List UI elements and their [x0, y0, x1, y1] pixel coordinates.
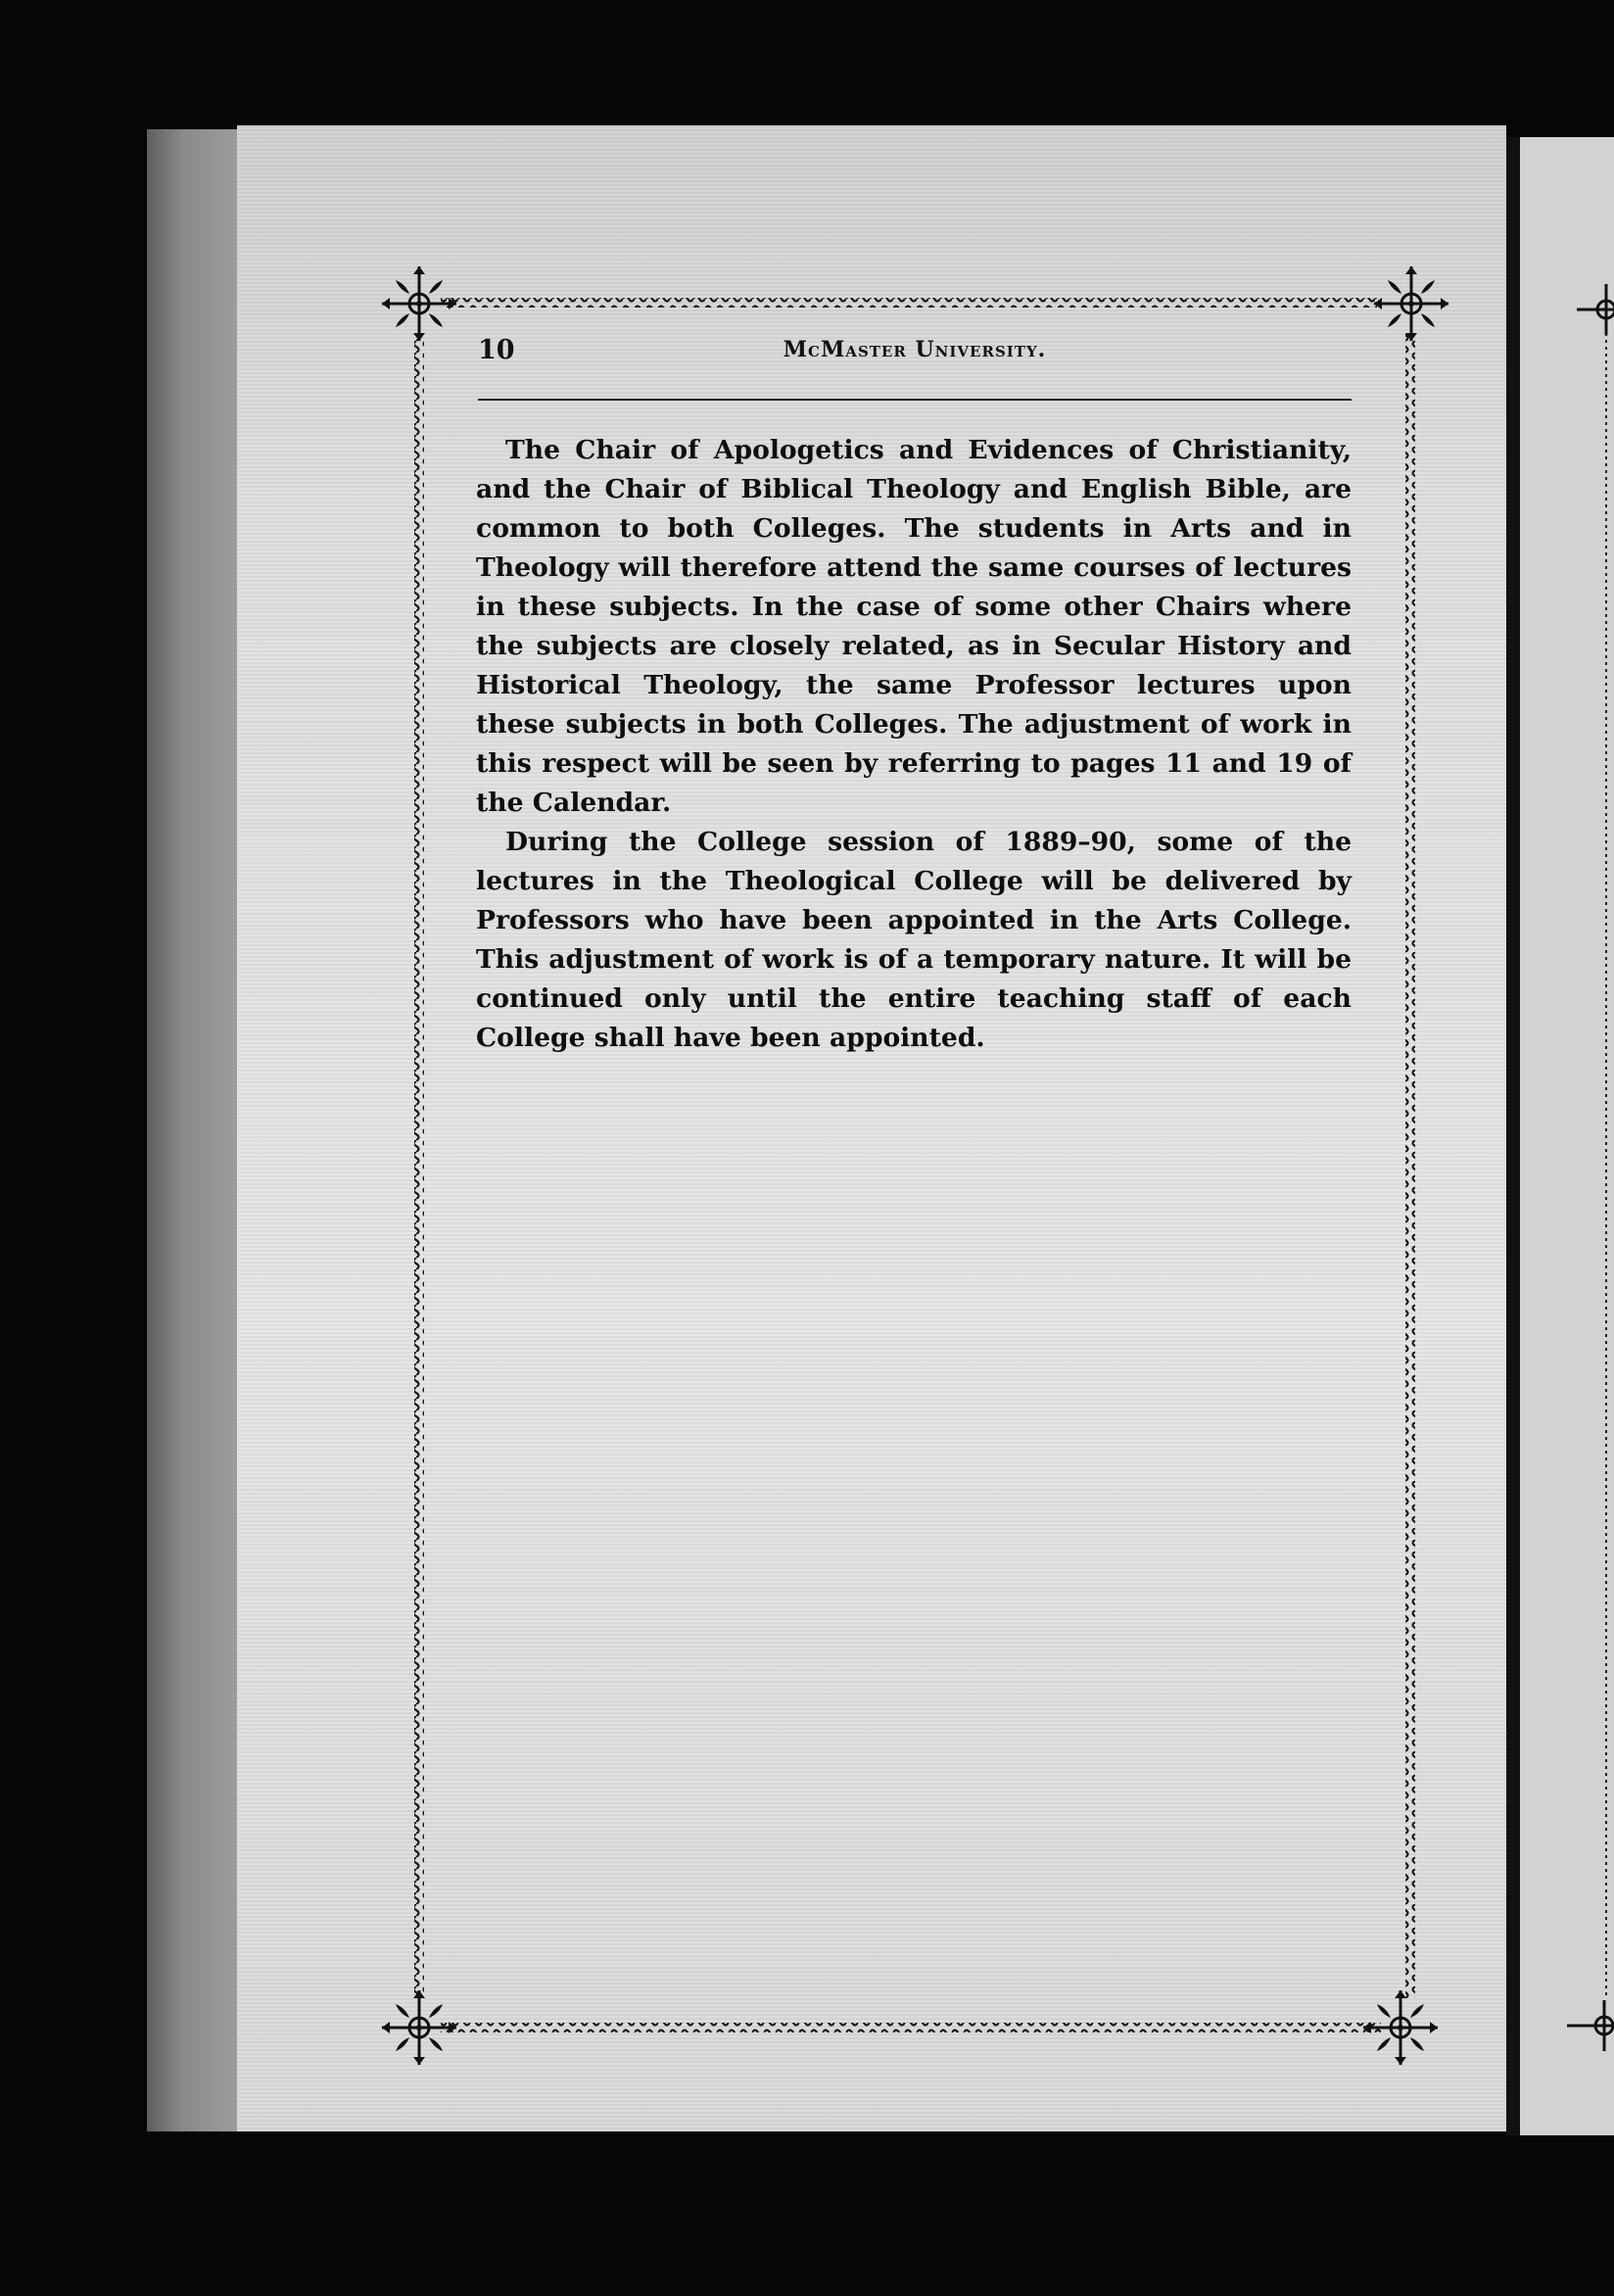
cross-flourish-icon: [382, 266, 456, 341]
border-right: [1405, 333, 1415, 1998]
cross-flourish-icon: [1363, 1990, 1438, 2065]
body-text: [476, 431, 1352, 1058]
border-left: [414, 333, 424, 1998]
paragraph: During the College session of 1889–90, some of the lectures in the Theological College will be delivered by Professors who have been appointed in the Arts College. This adjustment of work is of a temporary nature. It will be continued only until the entire teaching staff of each College shall have been appointed.: [476, 827, 1352, 1053]
cross-flourish-icon: [382, 1990, 456, 2065]
page-number: 10: [478, 335, 515, 365]
running-head-title: McMaster University.: [783, 337, 1047, 362]
running-head: [478, 335, 1352, 374]
next-page-ornament-top: [1577, 284, 1614, 1998]
cross-flourish-icon: [1374, 266, 1448, 341]
next-page-ornament-bottom: [1567, 2000, 1614, 2051]
paragraph: The Chair of Apologetics and Evidences of Christianity, and the Chair of Biblical Theology and English Bible, are common to both Colleges. The students in Arts and in Theology will therefore attend the same courses of lectures in these subjects. In the case of some other Chairs where the subjects are closely related, as in Secular History and Historical Theology, the same Professor lectures upon these subjects in both Colleges. The adjustment of work in this respect will be seen by referring to pages 11 and 19 of the Calendar.: [476, 435, 1352, 818]
border-bottom: [441, 2023, 1381, 2033]
border-top: [441, 298, 1377, 308]
header-rule: [478, 399, 1352, 401]
